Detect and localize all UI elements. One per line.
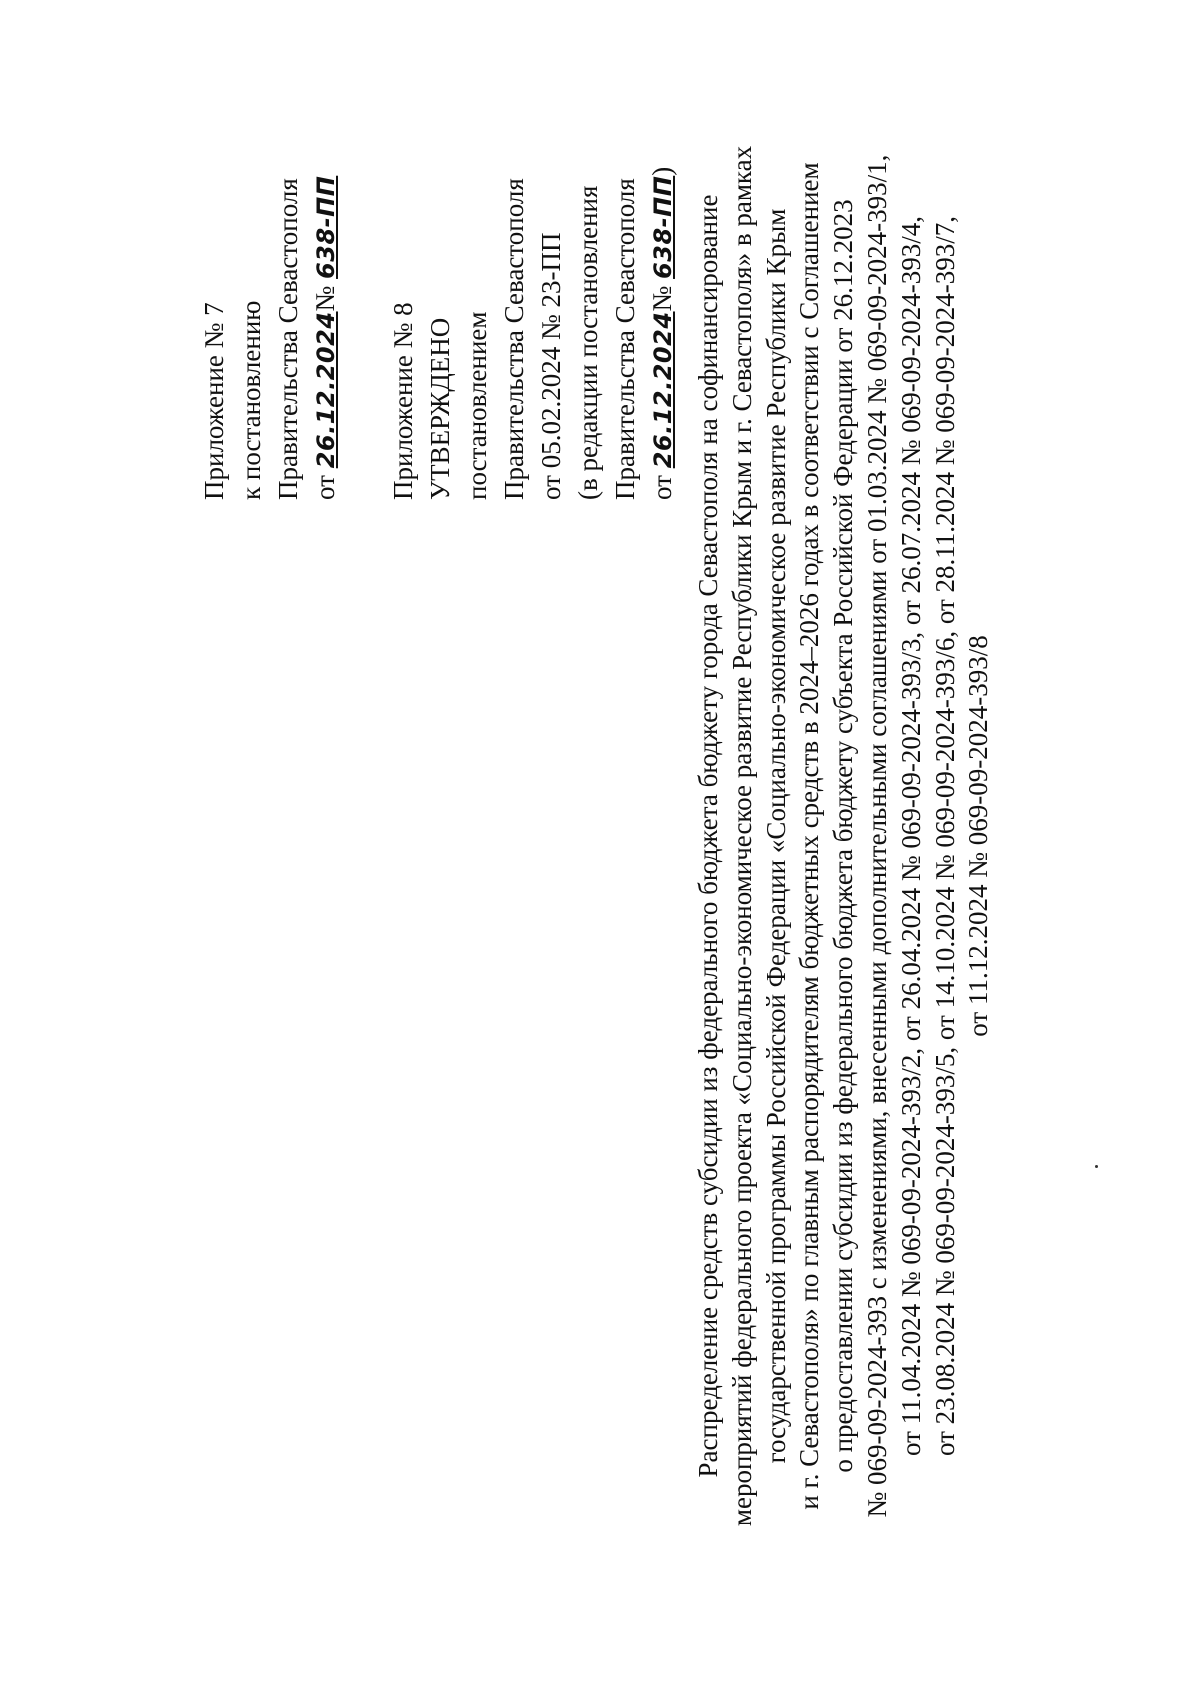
heading-line-3: государственной программы Российской Федерации «Социально-экономическое развитие Республики Крым: [760, 208, 791, 1464]
appendix-8-handwritten-number: 638-ПП: [649, 175, 677, 279]
appendix-8-line-5: от 05.02.2024 № 23-ПП: [536, 232, 566, 500]
heading-line-2: мероприятий федерального проекта «Социально-экономическое развитие Республики Крым и г. Севастополя» в рамках: [726, 145, 757, 1527]
heading-line-8: от 23.08.2024 № 069-09-2024-393/5, от 14.10.2024 № 069-09-2024-393/6, от 28.11.2024 № 069-09-2024-393/7,: [929, 215, 960, 1457]
appendix-7-block: [196, 80, 345, 500]
appendix-8-block: [385, 80, 682, 500]
appendix-7-line-2: к постановлению: [236, 300, 266, 500]
appendix-8-line-3: постановлением: [462, 311, 492, 500]
heading-line-4: и г. Севастополя» по главным распорядителям бюджетных средств в 2024–2026 годах в соответствии с Соглашением: [794, 162, 825, 1510]
appendix-8-close-paren: ): [647, 166, 677, 176]
heading-line-5: о предоставлении субсидии из федерального бюджета бюджету субъекта Российской Федерации от 26.12.2023: [828, 199, 859, 1473]
stray-dot-mark: [1095, 1165, 1098, 1168]
appendix-8-line-7: Правительства Севастополя: [610, 178, 640, 500]
appendix-7-num-prefix: №: [310, 285, 340, 312]
appendix-8-date-line: [644, 80, 682, 500]
heading-line-6: № 069-09-2024-393 с изменениями, внесенными дополнительными соглашениями от 01.03.2024 № 069-09-2024-393/1,: [861, 154, 892, 1518]
appendix-7-handwritten-number: 638-ПП: [312, 175, 340, 279]
block-spacer: [345, 80, 385, 500]
appendix-7-line-3: Правительства Севастополя: [273, 178, 303, 500]
appendix-8-date-prefix: от: [647, 475, 677, 500]
appendix-7-title: Приложение № 7: [199, 302, 229, 500]
appendix-8-line-6: (в редакции постановления: [573, 185, 603, 500]
appendix-8-title: Приложение № 8: [388, 302, 418, 500]
document-heading: [692, 96, 996, 1576]
appendix-8-line-2: УТВЕРЖДЕНО: [425, 317, 455, 500]
heading-line-7: от 11.04.2024 № 069-09-2024-393/2, от 26.04.2024 № 069-09-2024-393/3, от 26.07.2024 № 069-09-2024-393/4,: [895, 215, 926, 1457]
approval-block: [196, 80, 682, 500]
appendix-8-num-prefix: №: [647, 285, 677, 312]
appendix-7-date-line: [307, 80, 345, 500]
appendix-7-handwritten-date: 26.12.2024: [312, 311, 340, 469]
appendix-7-date-prefix: от: [310, 475, 340, 500]
heading-line-1: Распределение средств субсидии из федерального бюджета бюджету города Севастополя на софинансирование: [693, 194, 723, 1478]
heading-line-9: от 11.12.2024 № 069-09-2024-393/8: [963, 635, 994, 1037]
appendix-8-line-4: Правительства Севастополя: [499, 178, 529, 500]
appendix-8-handwritten-date: 26.12.2024: [649, 311, 677, 469]
